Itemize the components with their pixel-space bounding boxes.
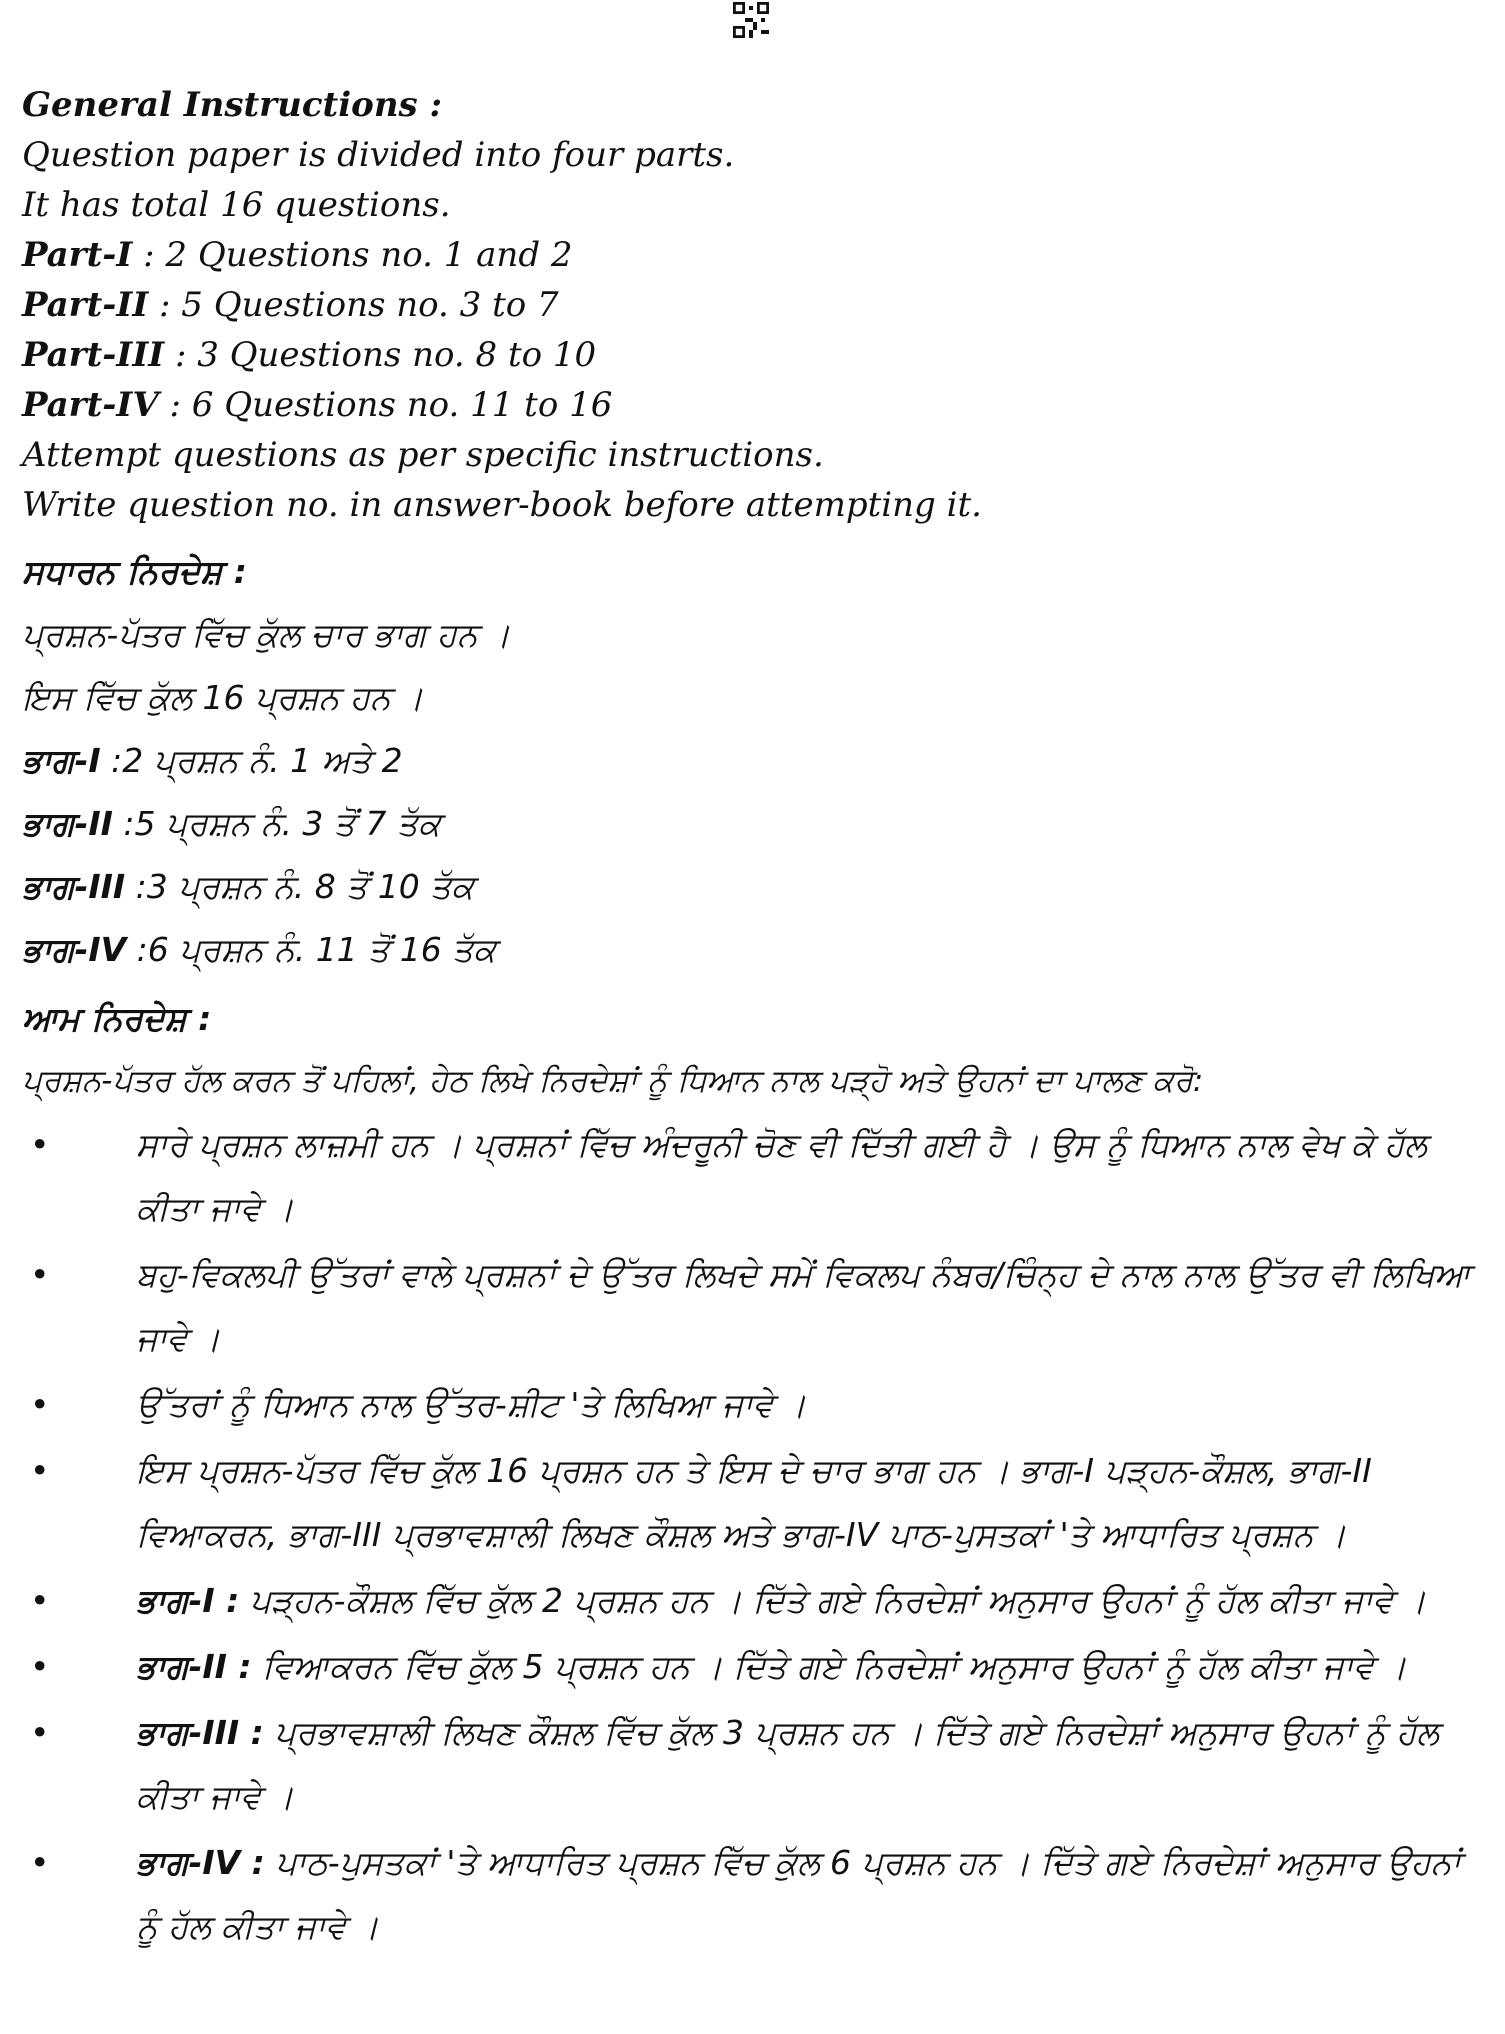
part-line: Part-II : 5 Questions no. 3 to 7 (22, 285, 559, 325)
instruction-line: Write question no. in answer-book before attempting it. (22, 485, 982, 525)
part-line: ਭਾਗ-IV :6 ਪ੍ਰਸ਼ਨ ਨੰ. 11 ਤੋਂ 16 ਤੱਕ (22, 930, 496, 969)
list-item: • ਉੱਤਰਾਂ ਨੂੰ ਧਿਆਨ ਨਾਲ ਉੱਤਰ-ਸ਼ੀਟ 'ਤੇ ਲਿਖਿਆ ਜਾਵੇ । (30, 1385, 807, 1424)
instruction-line: It has total 16 questions. (22, 185, 451, 225)
part-line: Part-III : 3 Questions no. 8 to 10 (22, 335, 597, 375)
instruction-list (22, 1113, 1492, 1959)
list-item: • ਭਾਗ-II : ਵਿਆਕਰਨ ਵਿੱਚ ਕੁੱਲ 5 ਪ੍ਰਸ਼ਨ ਹਨ । ਦਿੱਤੇ ਗਏ ਨਿਰਦੇਸ਼ਾਂ ਅਨੁਸਾਰ ਉਹਨਾਂ ਨੂੰ ਹੱਲ ਕੀਤਾ ਜਾਵੇ । (30, 1647, 1407, 1686)
part-line: Part-IV : 6 Questions no. 11 to 16 (22, 385, 613, 425)
english-heading: General Instructions : (22, 85, 443, 125)
part-line: ਭਾਗ-III :3 ਪ੍ਰਸ਼ਨ ਨੰ. 8 ਤੋਂ 10 ਤੱਕ (22, 867, 474, 906)
list-item: • ਭਾਗ-IV : ਪਾਠ-ਪੁਸਤਕਾਂ 'ਤੇ ਆਧਾਰਿਤ ਪ੍ਰਸ਼ਨ ਵਿੱਚ ਕੁੱਲ 6 ਪ੍ਰਸ਼ਨ ਹਨ । ਦਿੱਤੇ ਗਏ ਨਿਰਦੇਸ਼ਾਂ ਅਨੁਸਾਰ ਉਹਨਾਂ ਨੂੰ ਹੱਲ ਕੀਤਾ ਜਾਵੇ । (30, 1843, 1461, 1946)
punjabi-heading: ਸਧਾਰਨ ਨਿਰਦੇਸ਼ : (22, 552, 248, 591)
intro-line: ਪ੍ਰਸ਼ਨ-ਪੱਤਰ ਹੱਲ ਕਰਨ ਤੋਂ ਪਹਿਲਾਂ, ਹੇਠ ਲਿਖੇ ਨਿਰਦੇਸ਼ਾਂ ਨੂੰ ਧਿਆਨ ਨਾਲ ਪੜ੍ਹੋ ਅਤੇ ਉਹਨਾਂ ਦਾ ਪਾਲਣ ਕਰੋ: (22, 1063, 1204, 1099)
general-heading: ਆਮ ਨਿਰਦੇਸ਼ : (22, 999, 212, 1038)
instruction-line: Question paper is divided into four parts. (22, 135, 735, 175)
qr-code-icon (733, 2, 769, 38)
part-line: ਭਾਗ-I :2 ਪ੍ਰਸ਼ਨ ਨੰ. 1 ਅਤੇ 2 (22, 741, 403, 780)
list-item: • ਭਾਗ-I : ਪੜ੍ਹਨ-ਕੌਸ਼ਲ ਵਿੱਚ ਕੁੱਲ 2 ਪ੍ਰਸ਼ਨ ਹਨ । ਦਿੱਤੇ ਗਏ ਨਿਰਦੇਸ਼ਾਂ ਅਨੁਸਾਰ ਉਹਨਾਂ ਨੂੰ ਹੱਲ ਕੀਤਾ ਜਾਵੇ । (30, 1581, 1427, 1620)
list-item: • ਭਾਗ-III : ਪ੍ਰਭਾਵਸ਼ਾਲੀ ਲਿਖਣ ਕੌਸ਼ਲ ਵਿੱਚ ਕੁੱਲ 3 ਪ੍ਰਸ਼ਨ ਹਨ । ਦਿੱਤੇ ਗਏ ਨਿਰਦੇਸ਼ਾਂ ਅਨੁਸਾਰ ਉਹਨਾਂ ਨੂੰ ਹੱਲ ਕੀਤਾ ਜਾਵੇ । (30, 1713, 1439, 1816)
part-line: ਭਾਗ-II :5 ਪ੍ਰਸ਼ਨ ਨੰ. 3 ਤੋਂ 7 ਤੱਕ (22, 804, 441, 843)
list-item: • ਬਹੁ-ਵਿਕਲਪੀ ਉੱਤਰਾਂ ਵਾਲੇ ਪ੍ਰਸ਼ਨਾਂ ਦੇ ਉੱਤਰ ਲਿਖਦੇ ਸਮੇਂ ਵਿਕਲਪ ਨੰਬਰ/ਚਿੰਨ੍ਹ ਦੇ ਨਾਲ ਨਾਲ ਉੱਤਰ ਵੀ ਲਿਖਿਆ ਜਾਵੇ । (30, 1255, 1471, 1358)
part-line: Part-I : 2 Questions no. 1 and 2 (22, 235, 573, 275)
list-item: • ਇਸ ਪ੍ਰਸ਼ਨ-ਪੱਤਰ ਵਿੱਚ ਕੁੱਲ 16 ਪ੍ਰਸ਼ਨ ਹਨ ਤੇ ਇਸ ਦੇ ਚਾਰ ਭਾਗ ਹਨ । ਭਾਗ-I ਪੜ੍ਹਨ-ਕੌਸ਼ਲ, ਭਾਗ-II ਵਿਆਕਰਨ, ਭਾਗ-III ਪ੍ਰਭਾਵਸ਼ਾਲੀ ਲਿਖਣ ਕੌਸ਼ਲ ਅਤੇ ਭਾਗ-IV ਪਾਠ-ਪੁਸਤਕਾਂ 'ਤੇ ਆਧਾਰਿਤ ਪ੍ਰਸ਼ਨ । (30, 1451, 1372, 1554)
instruction-line: ਇਸ ਵਿੱਚ ਕੁੱਲ 16 ਪ੍ਰਸ਼ਨ ਹਨ । (22, 678, 424, 717)
instruction-line: ਪ੍ਰਸ਼ਨ-ਪੱਤਰ ਵਿੱਚ ਕੁੱਲ ਚਾਰ ਭਾਗ ਹਨ । (22, 615, 511, 654)
instruction-line: Attempt questions as per specific instructions. (22, 435, 824, 475)
punjabi-instructions (22, 540, 1492, 1961)
list-item: • ਸਾਰੇ ਪ੍ਰਸ਼ਨ ਲਾਜ਼ਮੀ ਹਨ । ਪ੍ਰਸ਼ਨਾਂ ਵਿੱਚ ਅੰਦਰੂਨੀ ਚੋਣ ਵੀ ਦਿੱਤੀ ਗਈ ਹੈ । ਉਸ ਨੂੰ ਧਿਆਨ ਨਾਲ ਵੇਖ ਕੇ ਹੱਲ ਕੀਤਾ ਜਾਵੇ । (30, 1125, 1427, 1228)
english-instructions (22, 80, 982, 530)
